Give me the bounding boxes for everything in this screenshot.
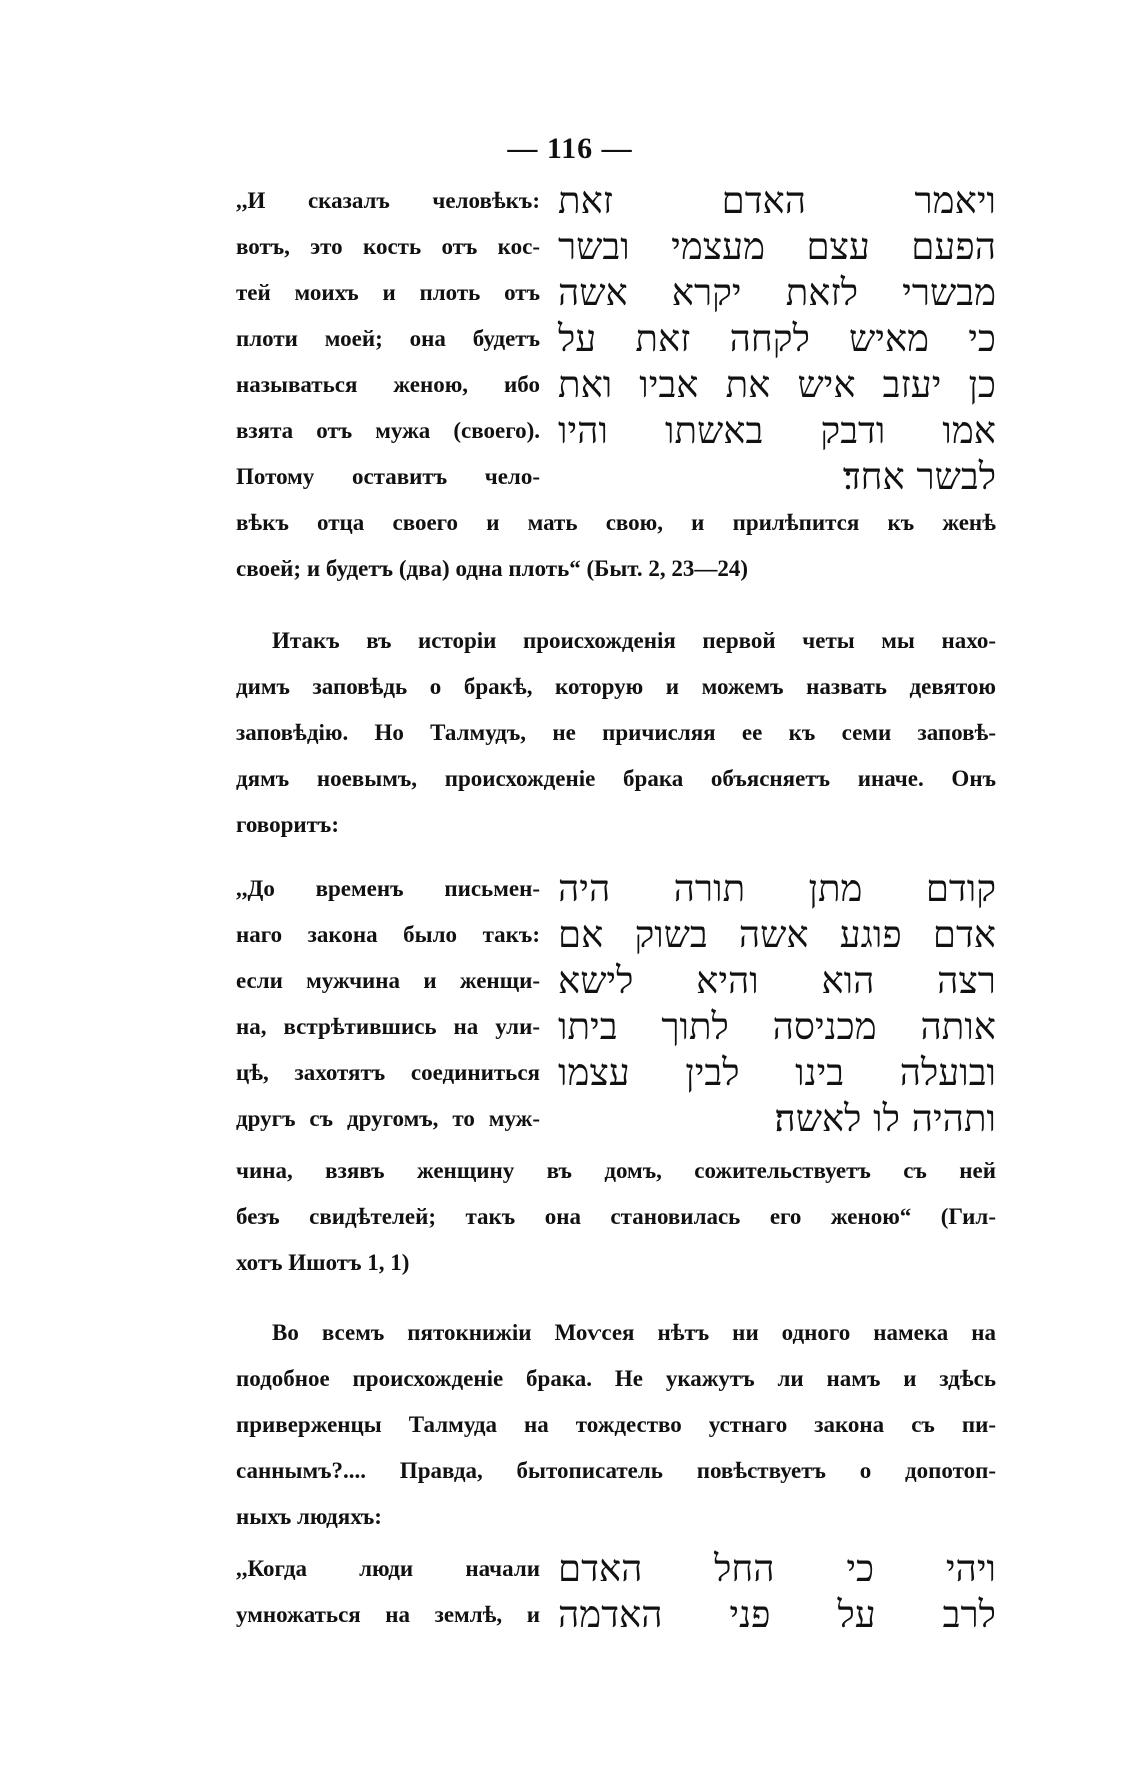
hebrew-line: ויהי כי החל האדם bbox=[558, 1547, 996, 1590]
quote-talmud bbox=[236, 866, 996, 1142]
russian-line: называться женою, ибо bbox=[236, 372, 540, 397]
paragraph-marriage-commandment bbox=[236, 618, 996, 848]
text-line: вѣкъ отца своего и мать свою, и прилѣпится къ женѣ bbox=[236, 510, 996, 535]
hebrew-line: אותה מכניסה לתוך ביתו bbox=[558, 1005, 996, 1048]
quote-talmud-russian bbox=[236, 866, 540, 1142]
text-line: димъ заповѣдь о бракѣ, которую и можемъ назвать девятою bbox=[236, 674, 996, 699]
russian-line: тей моихъ и плоть отъ bbox=[236, 280, 540, 305]
russian-line: ,,До временъ письмен- bbox=[236, 876, 540, 901]
text-line: своей; и будетъ (два) одна плоть“ (Быт. 2, 23—24) bbox=[236, 556, 749, 581]
hebrew-line: מבשרי לזאת יקרא אשה bbox=[558, 271, 996, 314]
text-line: Во всемъ пятокнижіи Моѵсея нѣтъ ни одного намека на bbox=[272, 1320, 996, 1345]
quote-genesis-continuation bbox=[236, 500, 996, 592]
hebrew-line: ובועלה בינו לבין עצמו bbox=[558, 1051, 996, 1094]
quote-talmud-hebrew bbox=[558, 866, 996, 1142]
russian-line: Потому оставитъ чело- bbox=[236, 464, 540, 489]
russian-line: на, встрѣтившись на ули- bbox=[236, 1014, 540, 1039]
hebrew-line: ותהיה לו לאשה׃ bbox=[774, 1097, 996, 1140]
quote-antediluvian bbox=[236, 1546, 996, 1638]
hebrew-line: אדם פוגע אשה בשוק אם bbox=[558, 913, 996, 956]
page-number: — 116 — bbox=[507, 132, 633, 165]
hebrew-line: לרב על פני האדמה bbox=[558, 1593, 996, 1636]
russian-line: если мужчина и женщи- bbox=[236, 968, 540, 993]
hebrew-line: כן יעזב איש את אביו ואת bbox=[558, 363, 996, 406]
hebrew-line: אמו ודבק באשתו והיו bbox=[558, 409, 996, 452]
russian-line: наго закона было такъ: bbox=[236, 922, 540, 947]
hebrew-line: קודם מתן תורה היה bbox=[558, 867, 996, 910]
russian-line: вотъ, это кость отъ кос- bbox=[236, 234, 540, 259]
quote-genesis bbox=[236, 178, 996, 500]
quote-genesis-hebrew bbox=[558, 178, 996, 500]
hebrew-line: הפעם עצם מעצמי ובשר bbox=[558, 225, 996, 268]
text-line: чина, взявъ женщину въ домъ, сожительствуетъ съ ней bbox=[236, 1158, 996, 1183]
hebrew-line: ויאמר האדם זאת bbox=[558, 179, 996, 222]
text-line: заповѣдію. Но Талмудъ, не причисляя ее къ семи заповѣ- bbox=[236, 720, 996, 745]
text-line: хотъ Ишотъ 1, 1) bbox=[236, 1250, 410, 1275]
russian-line: ,,И сказалъ человѣкъ: bbox=[236, 188, 540, 213]
quote-antediluvian-russian bbox=[236, 1546, 540, 1638]
quote-antediluvian-hebrew bbox=[558, 1546, 996, 1638]
text-line: Итакъ въ исторіи происхожденія первой четы мы нахо- bbox=[272, 628, 996, 653]
text-line: дямъ ноевымъ, происхожденіе брака объясняетъ иначе. Онъ bbox=[236, 766, 996, 791]
hebrew-line: רצה הוא והיא לישא bbox=[558, 959, 996, 1002]
hebrew-line: כי מאיש לקחה זאת על bbox=[558, 317, 996, 360]
text-line: подобное происхожденіе брака. Не укажутъ ли намъ и здѣсь bbox=[236, 1366, 996, 1391]
russian-line: взята отъ мужа (своего). bbox=[236, 418, 540, 443]
russian-line: плоти моей; она будетъ bbox=[236, 326, 540, 351]
text-line: приверженцы Талмуда на тождество устнаго закона съ пи- bbox=[236, 1412, 996, 1437]
russian-line: цѣ, захотятъ соединиться bbox=[236, 1060, 540, 1085]
text-line: ныхъ людяхъ: bbox=[236, 1504, 382, 1529]
russian-line: ,,Когда люди начали bbox=[236, 1556, 540, 1581]
text-line: говоритъ: bbox=[236, 812, 339, 837]
text-line: безъ свидѣтелей; такъ она становилась его женою“ (Гил- bbox=[236, 1204, 996, 1229]
russian-line: другъ съ другомъ, то муж- bbox=[236, 1106, 540, 1131]
hebrew-line: לבשר אחד׃ bbox=[842, 455, 996, 498]
paragraph-pentateuch bbox=[236, 1310, 996, 1540]
text-line: саннымъ?.... Правда, бытописатель повѣствуетъ о допотоп- bbox=[236, 1458, 996, 1483]
quote-talmud-continuation bbox=[236, 1148, 996, 1286]
quote-genesis-russian bbox=[236, 178, 540, 500]
russian-line: умножаться на землѣ, и bbox=[236, 1602, 540, 1627]
